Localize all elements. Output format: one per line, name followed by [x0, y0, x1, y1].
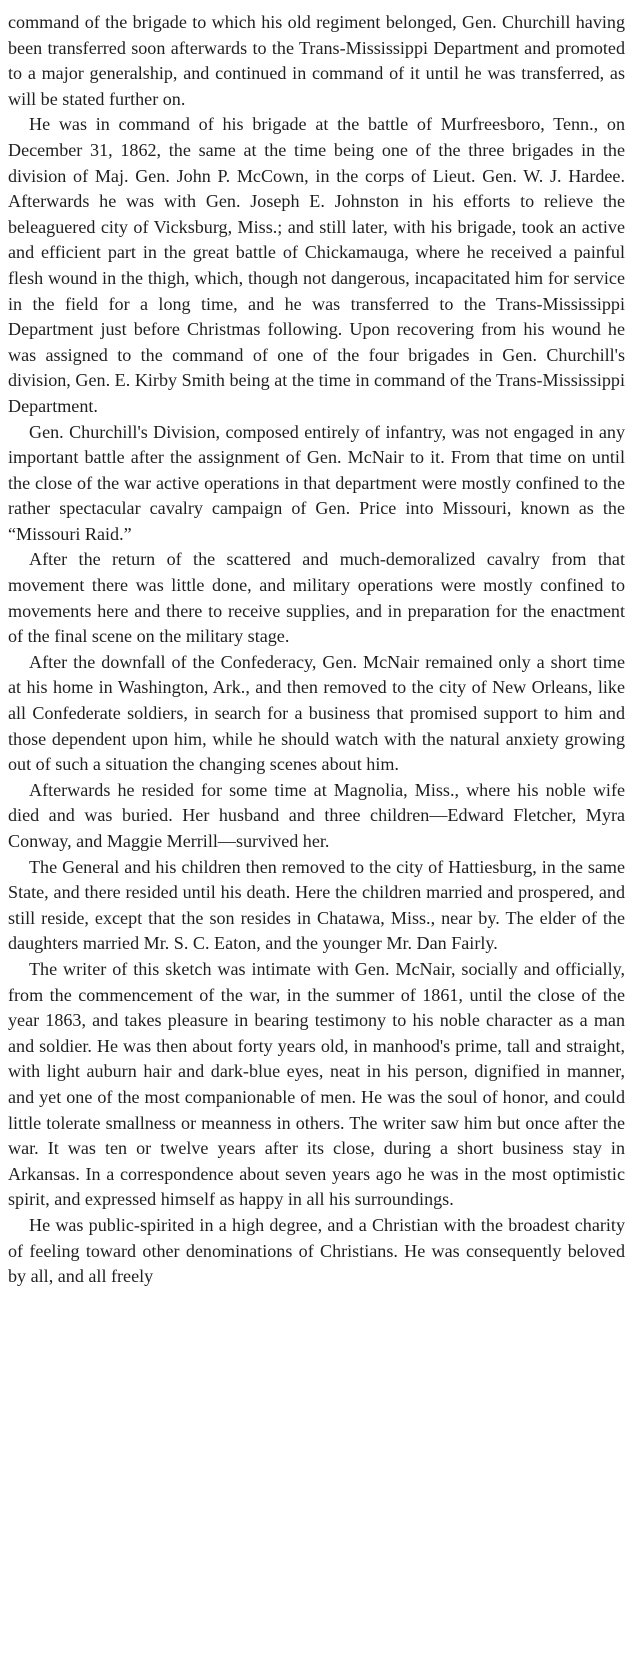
paragraph-magnolia: Afterwards he resided for some time at Magnolia, Miss., where his noble wife died and was buried. Her husband and three children—Edward Fletcher, Myra Conway, and Maggie Merrill—survived her.	[8, 779, 625, 851]
document-page	[8, 10, 625, 1290]
paragraph-hattiesburg: The General and his children then removed to the city of Hattiesburg, in the same State, and there resided until his death. Here the children married and prospered, and still reside, except that the son resides in Chatawa, Miss., near by. The elder of the daughters married Mr. S. C. Eaton, and the younger Mr. Dan Fairly.	[8, 856, 625, 954]
paragraph-murfreesboro: He was in command of his brigade at the battle of Murfreesboro, Tenn., on December 31, 1862, the same at the time being one of the three brigades in the division of Maj. Gen. John P. McCown, in the corps of Lieut. Gen. W. J. Hardee. Afterwards he was with Gen. Joseph E. Johnston in his efforts to relieve the beleaguered city of Vicksburg, Miss.; and still later, with his brigade, took an active and efficient part in the great battle of Chickamauga, where he received a painful flesh wound in the thigh, which, though not dangerous, incapacitated him for service in the field for a long time, and he was transferred to the Trans-Mississippi Department just before Christmas following. Upon recovering from his wound he was assigned to the command of one of the four brigades in Gen. Churchill's division, Gen. E. Kirby Smith being at the time in command of the Trans-Mississippi Department.	[8, 114, 625, 416]
paragraph-cavalry-return: After the return of the scattered and much-demoralized cavalry from that movement there was little done, and military operations were mostly confined to movements here and there to receive supplies, and in preparation for the enactment of the final scene on the military stage.	[8, 549, 625, 647]
paragraph-writer-recollection: The writer of this sketch was intimate with Gen. McNair, socially and officially, from the commencement of the war, in the summer of 1861, until the close of the year 1863, and takes pleasure in bearing testimony to his noble character as a man and soldier. He was then about forty years old, in manhood's prime, tall and straight, with light auburn hair and dark-blue eyes, neat in his person, dignified in manner, and yet one of the most companionable of men. He was the soul of honor, and could little tolerate smallness or meanness in others. The writer saw him but once after the war. It was ten or twelve years after its close, during a short business stay in Arkansas. In a correspondence about seven years ago he was in the most optimistic spirit, and expressed himself as happy in all his surroundings.	[8, 958, 625, 1210]
paragraph-after-downfall: After the downfall of the Confederacy, Gen. McNair remained only a short time at his home in Washington, Ark., and then removed to the city of New Orleans, like all Confederate soldiers, in search for a business that promised support to him and those dependent upon him, while he should watch with the natural anxiety growing out of such a situation the changing scenes about him.	[8, 651, 625, 775]
paragraph-public-spirited: He was public-spirited in a high degree, and a Christian with the broadest charity of feeling toward other denominations of Christians. He was consequently beloved by all, and all freely	[8, 1214, 625, 1287]
paragraph-1-continuation: command of the brigade to which his old regiment belonged, Gen. Churchill having been transferred soon afterwards to the Trans-Mississippi Department and promoted to a major generalship, and continued in command of it until he was transferred, as will be stated further on.	[8, 12, 625, 109]
paragraph-churchill-division: Gen. Churchill's Division, composed entirely of infantry, was not engaged in any important battle after the assignment of Gen. McNair to it. From that time on until the close of the war active operations in that department were mostly confined to the rather spectacular cavalry campaign of Gen. Price into Missouri, known as the “Missouri Raid.”	[8, 421, 625, 544]
